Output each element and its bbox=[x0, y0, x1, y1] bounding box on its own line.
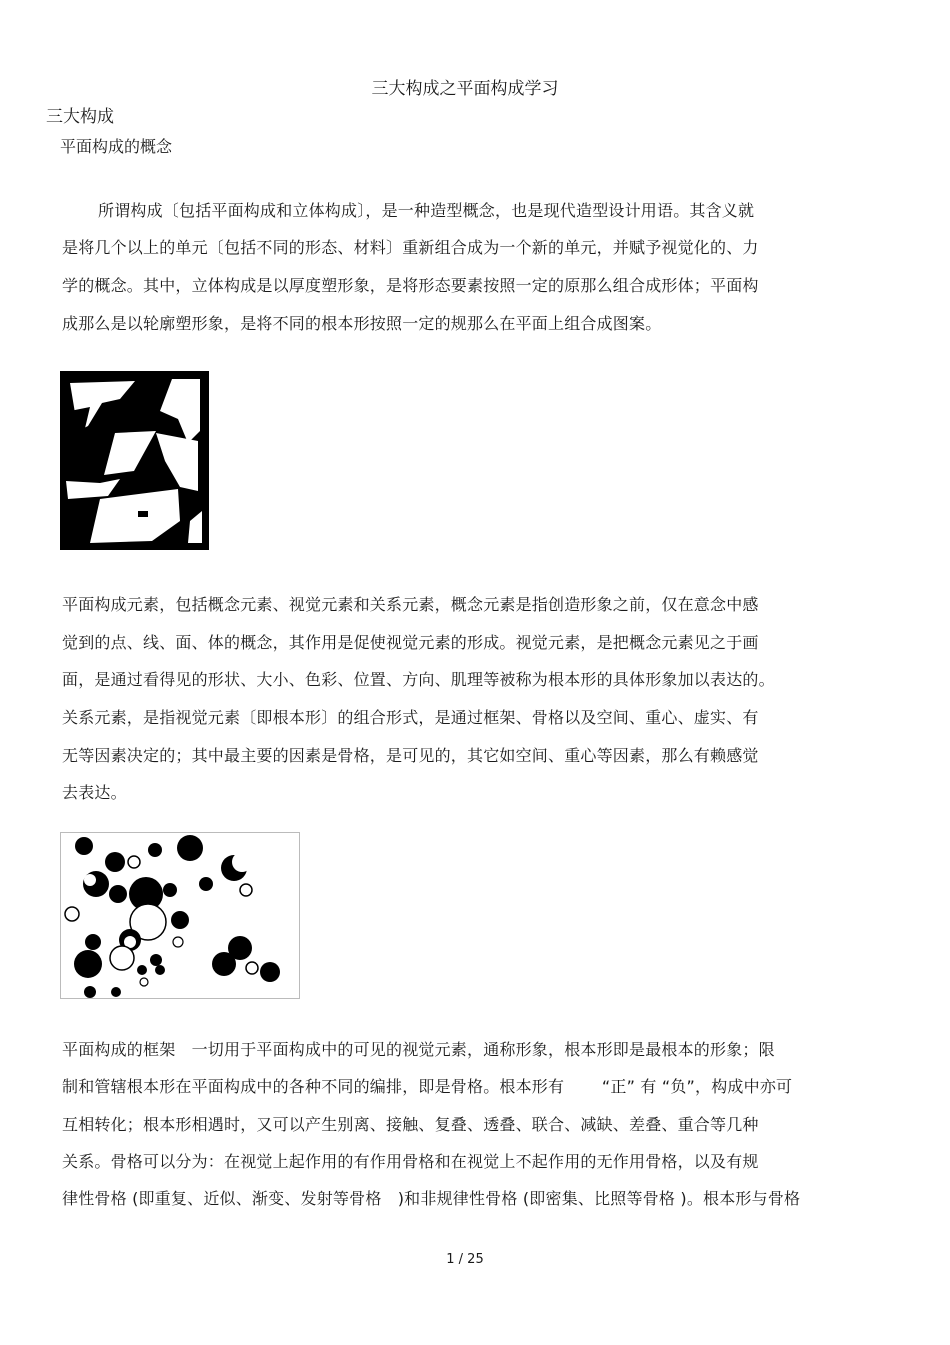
paragraph-2-line: 关系元素，是指视觉元素〔即根本形〕的组合形式，是通过框架、骨格以及空间、重心、虚实、有 bbox=[62, 708, 759, 727]
figure-circles-composition bbox=[60, 832, 300, 999]
subsection-heading: 平面构成的概念 bbox=[60, 137, 173, 156]
paragraph-1-line: 是将几个以上的单元〔包括不同的形态、材料〕重新组合成为一个新的单元，并赋予视觉化的、力 bbox=[62, 238, 759, 257]
paragraph-1-line: 成那么是以轮廓塑形象，是将不同的根本形按照一定的规那么在平面上组合成图案。 bbox=[62, 314, 662, 333]
paragraph-2-line: 平面构成元素，包括概念元素、视觉元素和关系元素，概念元素是指创造形象之前，仅在意念中感 bbox=[62, 595, 759, 614]
paragraph-2-line: 觉到的点、线、面、体的概念，其作用是促使视觉元素的形成。视觉元素，是把概念元素见之于画 bbox=[62, 633, 759, 652]
paragraph-2-line: 去表达。 bbox=[62, 783, 127, 802]
paragraph-3-line: 互相转化；根本形相遇时，又可以产生别离、接触、复叠、透叠、联合、减缺、差叠、重合等几种 bbox=[62, 1115, 759, 1134]
figure-positive-negative-shapes bbox=[60, 371, 209, 550]
page-number: 1 / 25 bbox=[446, 1252, 484, 1267]
paragraph-1-line: 所谓构成〔包括平面构成和立体构成〕，是一种造型概念，也是现代造型设计用语。其含义就 bbox=[98, 201, 755, 220]
paragraph-2-line: 面，是通过看得见的形状、大小、色彩、位置、方向、肌理等被称为根本形的具体形象加以表达的。 bbox=[62, 670, 775, 689]
paragraph-3-line: 关系。骨格可以分为：在视觉上起作用的有作用骨格和在视觉上不起作用的无作用骨格，以及有规 bbox=[62, 1152, 759, 1171]
paragraph-1-line: 学的概念。其中，立体构成是以厚度塑形象，是将形态要素按照一定的原那么组合成形体；平面构 bbox=[62, 276, 759, 295]
page-title: 三大构成之平面构成学习 bbox=[371, 79, 559, 99]
paragraph-3-line: 平面构成的框架 一切用于平面构成中的可见的视觉元素，通称形象，根本形即是最根本的形象；限 bbox=[62, 1040, 775, 1059]
paragraph-3-line: 律性骨格 (即重复、近似、渐变、发射等骨格 )和非规律性骨格 (即密集、比照等骨格 )。根本形与骨格 bbox=[62, 1189, 801, 1208]
section-heading: 三大构成 bbox=[46, 107, 114, 127]
paragraph-3-line: 制和管辖根本形在平面构成中的各种不同的编排，即是骨格。根本形有 “正” 有 “负”，构成中亦可 bbox=[62, 1077, 793, 1096]
paragraph-2-line: 无等因素决定的；其中最主要的因素是骨格，是可见的，其它如空间、重心等因素，那么有赖感觉 bbox=[62, 746, 759, 765]
